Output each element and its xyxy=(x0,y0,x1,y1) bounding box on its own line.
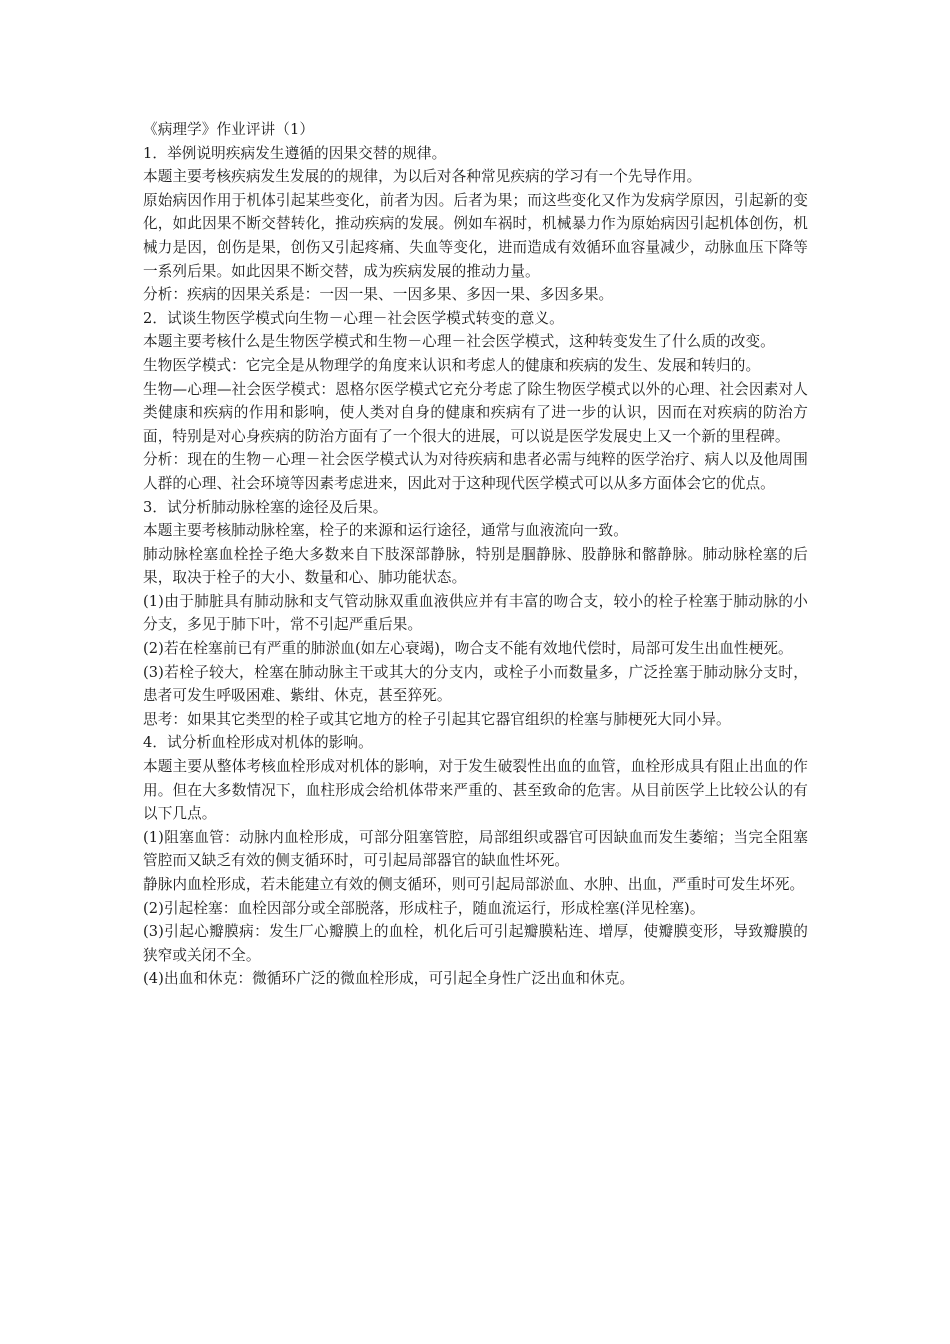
question-4-point-3: (3)引起心瓣膜病：发生厂心瓣膜上的血栓，机化后可引起瓣膜粘连、增厚，使瓣膜变形，导致瓣膜的狭窄或关闭不全。 xyxy=(143,923,808,964)
document-title: 《病理学》作业评讲（1） xyxy=(143,121,315,138)
question-2-biomedical-model: 生物医学模式：它完全是从物理学的角度来认识和考虑人的健康和疾病的发生、发展和转归的。 xyxy=(143,356,761,374)
question-4-point-2: (2)引起栓塞：血栓因部分或全部脱落，形成柱子，随血流运行，形成栓塞(洋见栓塞)。 xyxy=(143,899,705,917)
question-2-bio-psycho-social-model: 生物—心理—社会医学模式：恩格尔医学模式它充分考虑了除生物医学模式以外的心理、社会因素对人类健康和疾病的作用和影响，使人类对自身的健康和疾病有了进一步的认识，因而在对疾病的防治方面，特别是对心身疾病的防治方面有了一个很大的进展，可以说是医学发展史上又一个新的里程碑。 xyxy=(143,380,808,445)
question-3-point-1: (1)由于肺脏具有肺动脉和支气管动脉双重血液供应并有丰富的吻合支，较小的栓子栓塞于肺动脉的小分支，多见于肺下叶，常不引起严重后果。 xyxy=(143,592,808,634)
question-4-heading: 4．试分析血栓形成对机体的影响。 xyxy=(143,734,373,752)
document-body xyxy=(143,118,808,991)
question-3-intro: 本题主要考核肺动脉栓塞，栓子的来源和运行途径，通常与血液流向一致。 xyxy=(143,522,628,540)
question-2-analysis: 分析：现在的生物－心理－社会医学模式认为对待疾病和患者必需与纯粹的医学治疗、病人以及他周围人群的心理、社会环境等因素考虑进来，因此对于这种现代医学模式可以从多方面体会它的优点。 xyxy=(143,451,808,492)
question-1-intro: 本题主要考核疾病发生发展的的规律，为以后对各种常见疾病的学习有一个先导作用。 xyxy=(143,168,702,186)
question-1-analysis: 分析：疾病的因果关系是：一因一果、一因多果、多因一果、多因多果。 xyxy=(143,286,614,304)
question-1-heading: 1．举例说明疾病发生遵循的因果交替的规律。 xyxy=(143,144,447,162)
question-3-answer: 肺动脉栓塞血栓拴子绝大多数来自下肢深部静脉，特别是腘静脉、股静脉和髂静脉。肺动脉栓塞的后果，取决于栓子的大小、数量和心、肺功能状态。 xyxy=(143,545,808,587)
question-4-point-4: (4)出血和休克：微循环广泛的微血栓形成，可引起全身性广泛出血和休克。 xyxy=(143,970,635,988)
question-1-answer: 原始病因作用于机体引起某些变化，前者为因。后者为果；而这些变化又作为发病学原因，引起新的变化，如此因果不断交替转化，推动疾病的发展。例如车祸时，机械暴力作为原始病因引起机体创伤，机械力是因，创伤是果，创伤又引起疼痛、失血等变化，进而造成有效循环血容量减少，动脉血压下降等一系列后果。如此因果不断交替，成为疾病发展的推动力量。 xyxy=(143,191,808,280)
question-4-point-1-venous: 静脉内血栓形成，若未能建立有效的侧支循环，则可引起局部淤血、水肿、出血，严重时可发生坏死。 xyxy=(143,876,805,893)
question-3-thinking: 思考：如果其它类型的栓子或其它地方的栓子引起其它器官组织的栓塞与肺梗死大同小异。 xyxy=(143,710,731,728)
question-3-point-3: (3)若栓子较大，栓塞在肺动脉主干或其大的分支内，或栓子小而数量多，广泛拴塞于肺动脉分支时，患者可发生呼吸困难、紫绀、休克，甚至猝死。 xyxy=(143,663,808,705)
question-3-point-2: (2)若在栓塞前已有严重的肺淤血(如左心衰竭)，吻合支不能有效地代偿时，局部可发生出血性梗死。 xyxy=(143,640,793,658)
question-3-heading: 3．试分析肺动脉栓塞的途径及后果。 xyxy=(143,498,388,516)
question-2-heading: 2．试谈生物医学模式向生物－心理－社会医学模式转变的意义。 xyxy=(143,309,564,327)
question-4-point-1: (1)阻塞血管：动脉内血栓形成，可部分阻塞管腔，局部组织或器官可因缺血而发生萎缩；当完全阻塞管腔而又缺乏有效的侧支循环时，可引起局部器官的缺血性坏死。 xyxy=(143,828,808,870)
question-4-intro: 本题主要从整体考核血栓形成对机体的影响，对于发生破裂性出血的血管，血栓形成具有阻止出血的作用。但在大多数情况下，血柱形成会给机体带来严重的、甚至致命的危害。从目前医学上比较公认的有以下几点。 xyxy=(143,758,808,823)
question-2-intro: 本题主要考核什么是生物医学模式和生物－心理－社会医学模式，这种转变发生了什么质的改变。 xyxy=(143,333,775,351)
